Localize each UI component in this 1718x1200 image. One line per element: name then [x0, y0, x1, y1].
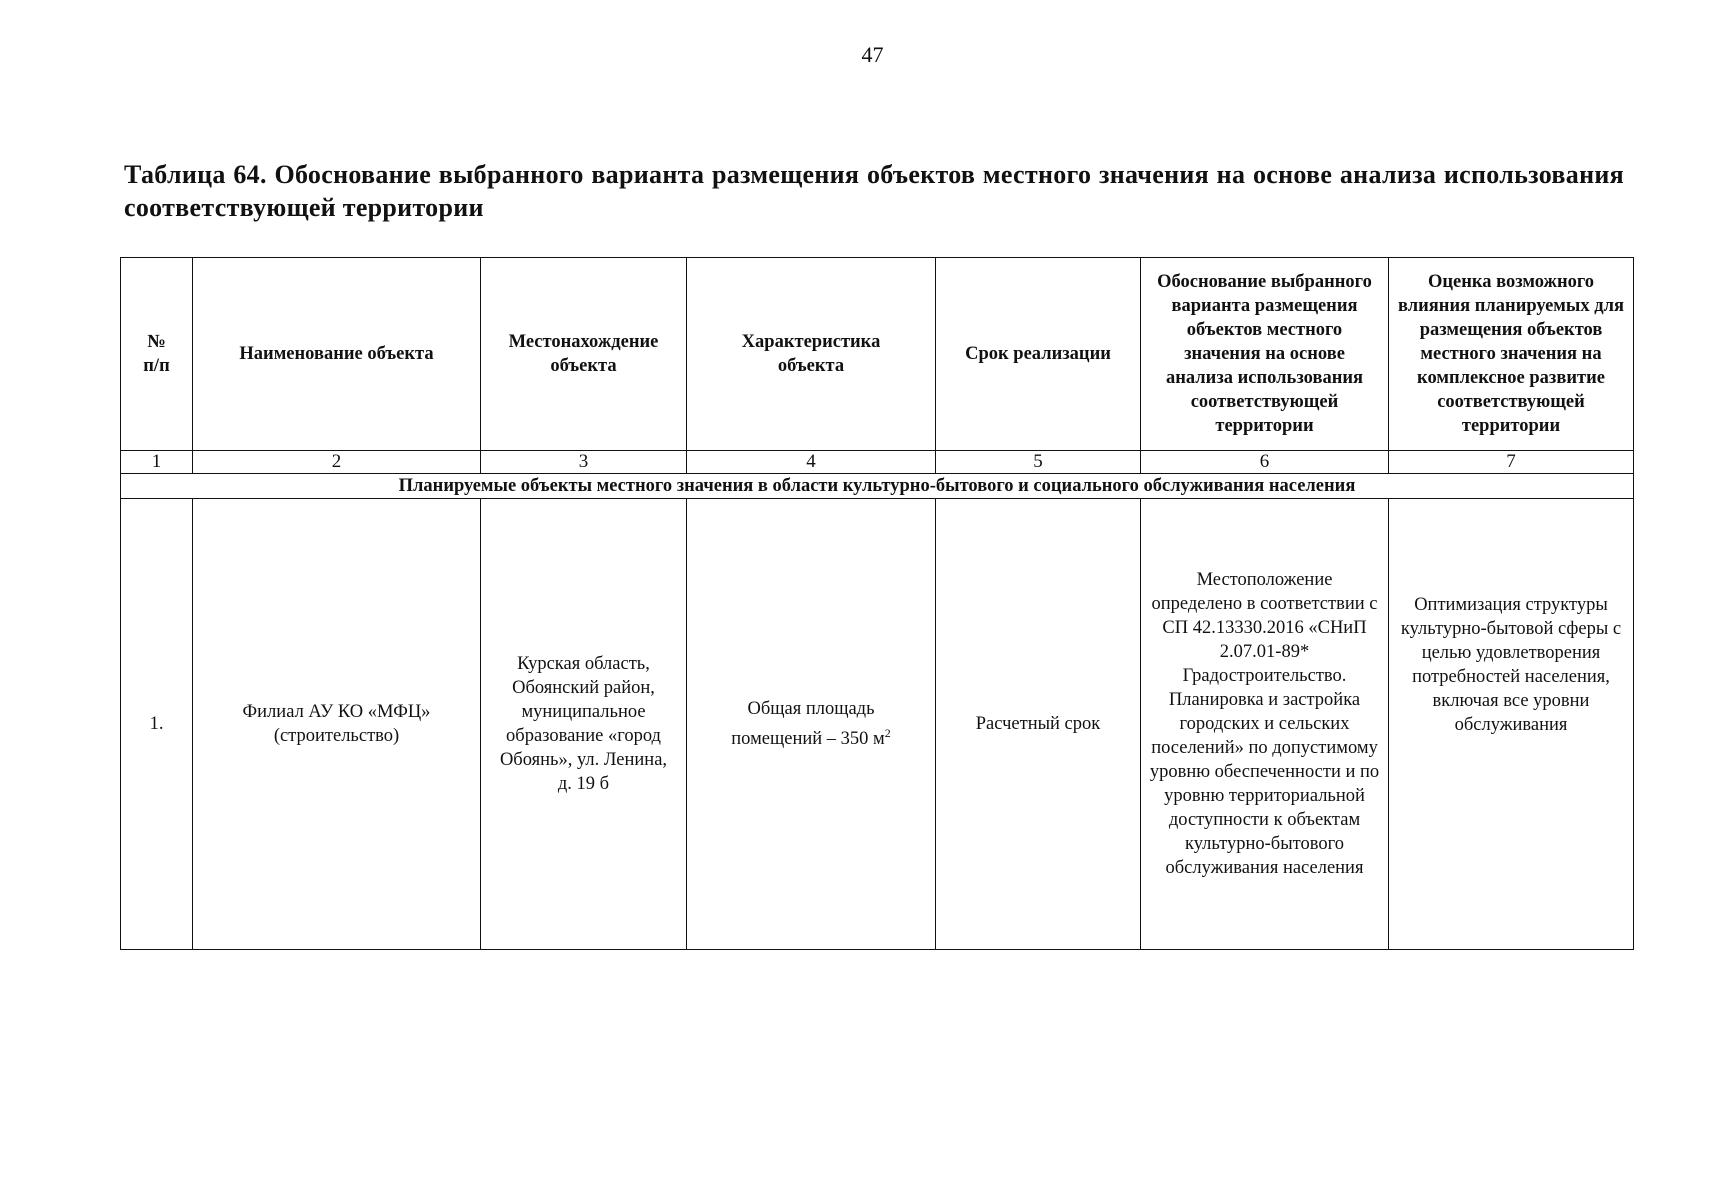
- row-number: 1.: [121, 499, 193, 950]
- column-number: 2: [193, 451, 481, 474]
- column-number: 1: [121, 451, 193, 474]
- object-characteristic: [687, 499, 936, 950]
- object-name: Филиал АУ КО «МФЦ» (строительство): [193, 499, 481, 950]
- column-number: 7: [1389, 451, 1634, 474]
- header-characteristic: Характеристика объекта: [687, 258, 936, 451]
- header-num: № п/п: [121, 258, 193, 451]
- header-impact: Оценка возможного влияния планируемых для размещения объектов местного значения на комплексное развитие соответствующей территории: [1389, 258, 1634, 451]
- justification-table: [120, 257, 1634, 950]
- characteristic-superscript: 2: [884, 725, 891, 740]
- column-number: 4: [687, 451, 936, 474]
- header-row: [121, 258, 1634, 451]
- implementation-term: Расчетный срок: [936, 499, 1141, 950]
- section-title: Планируемые объекты местного значения в области культурно-бытового и социального обслуживания населения: [121, 474, 1634, 499]
- column-number-row: [121, 451, 1634, 474]
- object-location: Курская область, Обоянский район, муниципальное образование «город Обоянь», ул. Ленина, д. 19 б: [481, 499, 687, 950]
- table-title: Таблица 64. Обоснование выбранного варианта размещения объектов местного значения на основе анализа использования соответствующей территории: [124, 160, 1624, 222]
- page-number: 47: [861, 42, 884, 67]
- table-row: [121, 499, 1634, 950]
- header-name: Наименование объекта: [193, 258, 481, 451]
- header-location: Местонахождение объекта: [481, 258, 687, 451]
- impact-assessment: Оптимизация структуры культурно-бытовой сферы с целью удовлетворения потребностей населения, включая все уровни обслуживания: [1389, 499, 1634, 950]
- section-row: [121, 474, 1634, 499]
- characteristic-text: Общая площадь помещений – 350 м: [731, 698, 885, 750]
- column-number: 6: [1141, 451, 1389, 474]
- column-number: 3: [481, 451, 687, 474]
- column-number: 5: [936, 451, 1141, 474]
- placement-justification: Местоположение определено в соответствии с СП 42.13330.2016 «СНиП 2.07.01-89* Градостроительство. Планировка и застройка городских и сельских поселений» по допустимому уровню обеспеченности и по уровню территориальной доступности к объектам культурно-бытового обслуживания населения: [1141, 499, 1389, 950]
- header-term: Срок реализации: [936, 258, 1141, 451]
- header-justification: Обоснование выбранного варианта размещения объектов местного значения на основе анализа использования соответствующей территории: [1141, 258, 1389, 451]
